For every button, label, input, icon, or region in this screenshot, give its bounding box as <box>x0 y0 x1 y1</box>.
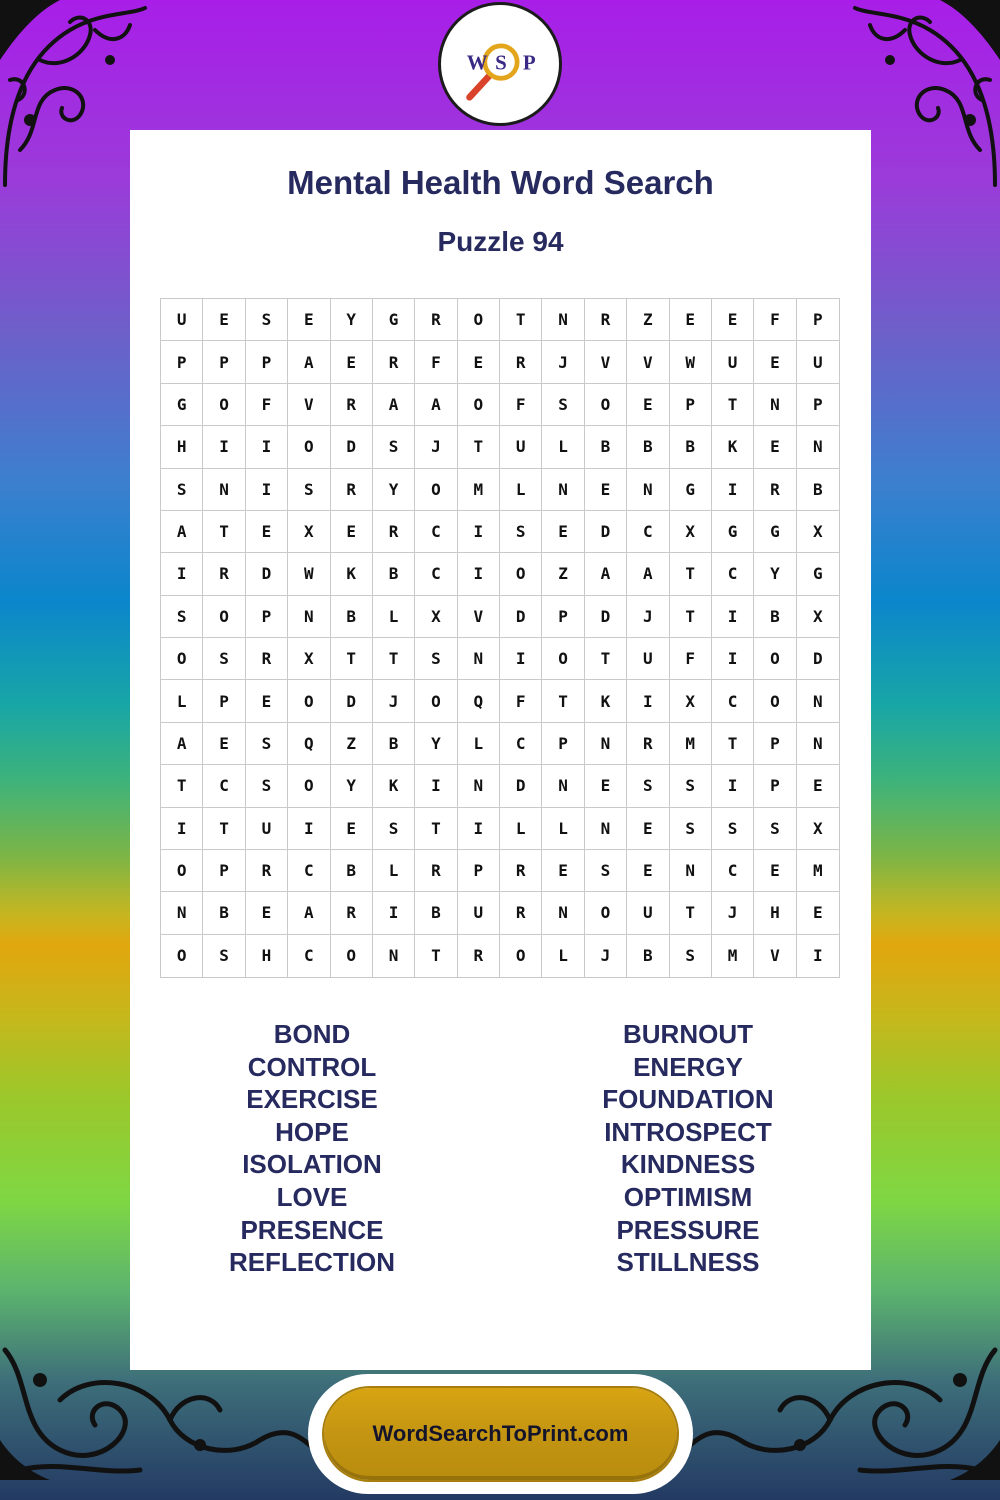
grid-cell[interactable]: B <box>415 892 457 934</box>
grid-cell[interactable]: R <box>458 935 500 977</box>
grid-cell[interactable]: P <box>797 299 839 341</box>
grid-cell[interactable]: E <box>246 511 288 553</box>
grid-cell[interactable]: T <box>415 935 457 977</box>
grid-cell[interactable]: C <box>203 765 245 807</box>
grid-cell[interactable]: V <box>627 341 669 383</box>
grid-cell[interactable]: P <box>246 596 288 638</box>
grid-cell[interactable]: P <box>754 723 796 765</box>
grid-cell[interactable]: K <box>712 426 754 468</box>
grid-cell[interactable]: I <box>712 638 754 680</box>
grid-cell[interactable]: S <box>627 765 669 807</box>
grid-cell[interactable]: W <box>670 341 712 383</box>
grid-cell[interactable]: C <box>627 511 669 553</box>
grid-cell[interactable]: I <box>373 892 415 934</box>
word-list-item: PRESSURE <box>616 1214 760 1245</box>
grid-cell[interactable]: J <box>627 596 669 638</box>
grid-cell[interactable]: F <box>500 384 542 426</box>
grid-cell[interactable]: V <box>288 384 330 426</box>
grid-cell[interactable]: X <box>288 638 330 680</box>
grid-cell[interactable]: G <box>161 384 203 426</box>
grid-cell[interactable]: N <box>288 596 330 638</box>
grid-cell[interactable]: N <box>203 469 245 511</box>
grid-cell[interactable]: N <box>542 765 584 807</box>
grid-cell[interactable]: U <box>458 892 500 934</box>
grid-cell[interactable]: T <box>415 808 457 850</box>
grid-cell[interactable]: X <box>797 511 839 553</box>
word-list-right <box>538 1018 838 1279</box>
grid-cell[interactable]: E <box>627 808 669 850</box>
grid-cell[interactable]: P <box>797 384 839 426</box>
grid-cell[interactable]: F <box>415 341 457 383</box>
grid-cell[interactable]: N <box>458 765 500 807</box>
grid-cell[interactable]: P <box>542 596 584 638</box>
grid-cell[interactable]: L <box>373 850 415 892</box>
grid-cell[interactable]: X <box>797 596 839 638</box>
grid-cell[interactable]: C <box>288 935 330 977</box>
grid-cell[interactable]: E <box>627 384 669 426</box>
grid-cell[interactable]: D <box>331 426 373 468</box>
grid-cell[interactable]: L <box>542 935 584 977</box>
grid-cell[interactable]: C <box>712 680 754 722</box>
grid-cell[interactable]: H <box>246 935 288 977</box>
puzzle-number: Puzzle 94 <box>437 226 564 257</box>
grid-cell[interactable]: I <box>458 553 500 595</box>
grid-cell[interactable]: I <box>288 808 330 850</box>
grid-cell[interactable]: E <box>331 808 373 850</box>
grid-cell[interactable]: D <box>500 765 542 807</box>
grid-cell[interactable]: D <box>585 596 627 638</box>
word-list-left <box>162 1018 462 1279</box>
word-list-item: REFLECTION <box>228 1247 396 1278</box>
grid-cell[interactable]: D <box>585 511 627 553</box>
grid-cell[interactable]: Y <box>754 553 796 595</box>
grid-cell[interactable]: A <box>373 384 415 426</box>
grid-cell[interactable]: I <box>246 469 288 511</box>
grid-cell[interactable]: U <box>246 808 288 850</box>
grid-cell[interactable]: M <box>712 935 754 977</box>
grid-cell[interactable]: U <box>627 892 669 934</box>
grid-cell[interactable]: A <box>161 723 203 765</box>
grid-cell[interactable]: E <box>712 299 754 341</box>
grid-cell[interactable]: T <box>670 892 712 934</box>
grid-cell[interactable]: A <box>585 553 627 595</box>
grid-cell[interactable]: N <box>670 850 712 892</box>
grid-cell[interactable]: L <box>161 680 203 722</box>
grid-cell[interactable]: X <box>288 511 330 553</box>
grid-cell[interactable]: N <box>542 469 584 511</box>
grid-cell[interactable]: Y <box>331 765 373 807</box>
puzzle-sheet <box>130 130 871 1370</box>
logo-letter-w: W <box>466 50 488 75</box>
grid-cell[interactable]: O <box>542 638 584 680</box>
grid-cell[interactable]: R <box>246 638 288 680</box>
grid-cell[interactable]: U <box>627 638 669 680</box>
grid-cell[interactable]: A <box>288 892 330 934</box>
grid-cell[interactable]: N <box>585 723 627 765</box>
grid-cell[interactable]: T <box>670 553 712 595</box>
grid-cell[interactable]: M <box>670 723 712 765</box>
grid-cell[interactable]: S <box>670 808 712 850</box>
grid-cell[interactable]: O <box>458 299 500 341</box>
grid-cell[interactable]: L <box>500 808 542 850</box>
grid-cell[interactable]: F <box>670 638 712 680</box>
grid-cell[interactable]: C <box>712 850 754 892</box>
grid-cell[interactable]: S <box>246 723 288 765</box>
grid-cell[interactable]: B <box>797 469 839 511</box>
grid-cell[interactable]: O <box>161 850 203 892</box>
grid-cell[interactable]: T <box>712 384 754 426</box>
word-list-item: INTROSPECT <box>604 1116 772 1147</box>
grid-cell[interactable]: I <box>203 426 245 468</box>
grid-cell[interactable]: N <box>627 469 669 511</box>
grid-cell[interactable]: E <box>585 469 627 511</box>
grid-cell[interactable]: H <box>161 426 203 468</box>
grid-cell[interactable]: Z <box>331 723 373 765</box>
grid-cell[interactable]: J <box>585 935 627 977</box>
grid-cell[interactable]: G <box>670 469 712 511</box>
corner-flourish-top-left <box>0 0 150 190</box>
grid-cell[interactable]: T <box>203 511 245 553</box>
grid-cell[interactable]: E <box>246 892 288 934</box>
grid-cell[interactable]: R <box>500 892 542 934</box>
grid-cell[interactable]: C <box>415 511 457 553</box>
grid-cell[interactable]: Z <box>627 299 669 341</box>
grid-cell[interactable]: K <box>331 553 373 595</box>
grid-cell[interactable]: N <box>161 892 203 934</box>
grid-cell[interactable]: E <box>670 299 712 341</box>
grid-cell[interactable]: B <box>331 850 373 892</box>
word-list-item: EXERCISE <box>246 1084 378 1115</box>
grid-cell[interactable]: B <box>373 553 415 595</box>
grid-cell[interactable]: M <box>458 469 500 511</box>
grid-cell[interactable]: I <box>161 808 203 850</box>
grid-cell[interactable]: E <box>542 511 584 553</box>
grid-cell[interactable]: D <box>797 638 839 680</box>
grid-cell[interactable]: S <box>415 638 457 680</box>
grid-cell[interactable]: C <box>288 850 330 892</box>
word-list-item: PRESENCE <box>240 1214 384 1245</box>
grid-cell[interactable]: S <box>288 469 330 511</box>
grid-cell[interactable]: I <box>712 765 754 807</box>
grid-cell[interactable]: I <box>161 553 203 595</box>
grid-cell[interactable]: E <box>754 850 796 892</box>
grid-cell[interactable]: X <box>797 808 839 850</box>
grid-cell[interactable]: T <box>203 808 245 850</box>
grid-cell[interactable]: I <box>458 808 500 850</box>
grid-cell[interactable]: I <box>458 511 500 553</box>
word-list-item: BOND <box>273 1019 351 1049</box>
grid-cell[interactable]: S <box>161 469 203 511</box>
word-list-item: HOPE <box>275 1116 349 1147</box>
grid-cell[interactable]: R <box>203 553 245 595</box>
grid-cell[interactable]: B <box>373 723 415 765</box>
grid-cell[interactable]: I <box>500 638 542 680</box>
word-list-item: LOVE <box>276 1181 348 1212</box>
grid-cell[interactable]: R <box>415 850 457 892</box>
grid-cell[interactable]: R <box>500 850 542 892</box>
grid-cell[interactable]: V <box>754 935 796 977</box>
word-list-item: CONTROL <box>247 1051 377 1082</box>
grid-cell[interactable]: J <box>415 426 457 468</box>
grid-cell[interactable]: E <box>203 299 245 341</box>
grid-cell[interactable]: B <box>585 426 627 468</box>
grid-cell[interactable]: N <box>542 299 584 341</box>
grid-cell[interactable]: E <box>288 299 330 341</box>
grid-cell[interactable]: O <box>500 553 542 595</box>
grid-cell[interactable]: E <box>585 765 627 807</box>
grid-cell[interactable]: S <box>585 850 627 892</box>
grid-cell[interactable]: Q <box>288 723 330 765</box>
grid-cell[interactable]: R <box>331 384 373 426</box>
grid-cell[interactable]: R <box>754 469 796 511</box>
grid-cell[interactable]: P <box>458 850 500 892</box>
grid-cell[interactable]: R <box>246 850 288 892</box>
grid-cell[interactable]: B <box>331 596 373 638</box>
grid-cell[interactable]: E <box>542 850 584 892</box>
grid-cell[interactable]: I <box>712 596 754 638</box>
word-list-item: KINDNESS <box>620 1149 756 1180</box>
grid-cell[interactable]: C <box>712 553 754 595</box>
grid-cell[interactable]: E <box>203 723 245 765</box>
footer-badge <box>308 1374 693 1494</box>
grid-cell[interactable]: Q <box>458 680 500 722</box>
grid-cell[interactable]: O <box>754 680 796 722</box>
grid-cell[interactable]: O <box>500 935 542 977</box>
grid-cell[interactable]: N <box>458 638 500 680</box>
grid-cell[interactable]: T <box>373 638 415 680</box>
grid-cell[interactable]: U <box>500 426 542 468</box>
grid-cell[interactable]: E <box>797 765 839 807</box>
grid-cell[interactable]: J <box>542 341 584 383</box>
grid-cell[interactable]: P <box>203 680 245 722</box>
grid-cell[interactable]: B <box>203 892 245 934</box>
grid-cell[interactable]: P <box>670 384 712 426</box>
logo-letter-s: S <box>495 50 507 75</box>
grid-cell[interactable]: C <box>500 723 542 765</box>
site-link-button[interactable]: WordSearchToPrint.com <box>324 1388 677 1480</box>
grid-cell[interactable]: S <box>670 935 712 977</box>
grid-cell[interactable]: O <box>161 935 203 977</box>
word-list-item: ENERGY <box>633 1051 743 1082</box>
grid-cell[interactable]: I <box>712 469 754 511</box>
grid-cell[interactable]: A <box>415 384 457 426</box>
grid-cell[interactable]: V <box>458 596 500 638</box>
grid-cell[interactable]: G <box>712 511 754 553</box>
grid-cell[interactable]: N <box>373 935 415 977</box>
grid-cell[interactable]: T <box>500 299 542 341</box>
grid-cell[interactable]: O <box>331 935 373 977</box>
grid-cell[interactable]: X <box>670 680 712 722</box>
page-title: Mental Health Word Search <box>287 164 714 201</box>
grid-cell[interactable]: A <box>161 511 203 553</box>
grid-cell[interactable]: O <box>585 384 627 426</box>
word-list-item: STILLNESS <box>616 1247 760 1278</box>
grid-cell[interactable]: U <box>161 299 203 341</box>
grid-cell[interactable]: F <box>754 299 796 341</box>
grid-cell[interactable]: I <box>246 426 288 468</box>
word-list-item: ISOLATION <box>242 1149 382 1180</box>
grid-cell[interactable]: P <box>203 850 245 892</box>
grid-cell[interactable]: N <box>797 680 839 722</box>
grid-cell[interactable]: T <box>458 426 500 468</box>
grid-cell[interactable]: Y <box>415 723 457 765</box>
grid-cell[interactable]: C <box>415 553 457 595</box>
grid-cell[interactable]: S <box>500 511 542 553</box>
grid-cell[interactable]: O <box>754 638 796 680</box>
grid-cell[interactable]: N <box>585 808 627 850</box>
grid-cell[interactable]: H <box>754 892 796 934</box>
grid-cell[interactable]: S <box>246 299 288 341</box>
grid-cell[interactable]: D <box>500 596 542 638</box>
grid-cell[interactable]: G <box>754 511 796 553</box>
grid-cell[interactable]: I <box>415 765 457 807</box>
grid-cell[interactable]: O <box>415 680 457 722</box>
grid-cell[interactable]: T <box>712 723 754 765</box>
corner-flourish-top-right <box>850 0 1000 190</box>
word-list-item: BURNOUT <box>623 1019 753 1049</box>
grid-cell[interactable]: F <box>500 680 542 722</box>
grid-cell[interactable]: S <box>670 765 712 807</box>
grid-cell[interactable]: I <box>627 680 669 722</box>
grid-cell[interactable]: R <box>373 511 415 553</box>
grid-cell[interactable]: E <box>797 892 839 934</box>
grid-cell[interactable]: U <box>712 341 754 383</box>
grid-cell[interactable]: T <box>542 680 584 722</box>
grid-cell[interactable]: L <box>458 723 500 765</box>
grid-cell[interactable]: M <box>797 850 839 892</box>
grid-cell[interactable]: O <box>203 384 245 426</box>
grid-cell[interactable]: P <box>542 723 584 765</box>
letter-grid <box>160 298 840 978</box>
grid-cell[interactable]: O <box>288 765 330 807</box>
grid-cell[interactable]: D <box>246 553 288 595</box>
grid-cell[interactable]: S <box>203 935 245 977</box>
grid-cell[interactable]: S <box>373 808 415 850</box>
grid-cell[interactable]: X <box>415 596 457 638</box>
grid-cell[interactable]: P <box>246 341 288 383</box>
grid-cell[interactable]: R <box>415 299 457 341</box>
grid-cell[interactable]: B <box>627 935 669 977</box>
grid-cell[interactable]: L <box>373 596 415 638</box>
grid-cell[interactable]: K <box>585 680 627 722</box>
grid-cell[interactable]: J <box>712 892 754 934</box>
grid-cell[interactable]: W <box>288 553 330 595</box>
grid-cell[interactable]: E <box>246 680 288 722</box>
grid-cell[interactable]: E <box>331 511 373 553</box>
grid-cell[interactable]: G <box>373 299 415 341</box>
grid-cell[interactable]: E <box>627 850 669 892</box>
grid-cell[interactable]: O <box>203 596 245 638</box>
grid-cell[interactable]: N <box>797 723 839 765</box>
grid-cell[interactable]: A <box>288 341 330 383</box>
grid-cell[interactable]: P <box>754 765 796 807</box>
grid-cell[interactable]: L <box>542 426 584 468</box>
grid-cell[interactable]: N <box>754 384 796 426</box>
grid-cell[interactable]: E <box>458 341 500 383</box>
grid-cell[interactable]: S <box>246 765 288 807</box>
grid-cell[interactable]: O <box>458 384 500 426</box>
grid-cell[interactable]: V <box>585 341 627 383</box>
grid-cell[interactable]: E <box>754 341 796 383</box>
grid-cell[interactable]: B <box>627 426 669 468</box>
grid-cell[interactable]: P <box>161 341 203 383</box>
grid-cell[interactable]: A <box>627 553 669 595</box>
grid-cell[interactable]: S <box>754 808 796 850</box>
grid-cell[interactable]: R <box>373 341 415 383</box>
grid-cell[interactable]: I <box>812 946 823 966</box>
grid-cell[interactable]: L <box>500 469 542 511</box>
magnifier-logo-icon <box>441 5 559 123</box>
grid-cell[interactable]: T <box>331 638 373 680</box>
grid-cell[interactable]: K <box>373 765 415 807</box>
grid-cell[interactable]: R <box>331 892 373 934</box>
grid-cell[interactable]: B <box>754 596 796 638</box>
grid-cell[interactable]: S <box>542 384 584 426</box>
logo-letter-p: P <box>522 50 536 75</box>
grid-cell[interactable]: R <box>331 469 373 511</box>
grid-cell[interactable]: P <box>203 341 245 383</box>
site-logo[interactable] <box>438 2 562 126</box>
grid-cell[interactable]: T <box>585 638 627 680</box>
grid-cell[interactable]: O <box>288 680 330 722</box>
grid-cell[interactable]: O <box>288 426 330 468</box>
grid-cell[interactable]: J <box>373 680 415 722</box>
grid-cell[interactable]: R <box>585 299 627 341</box>
grid-cell[interactable]: Z <box>542 553 584 595</box>
grid-cell[interactable]: E <box>331 341 373 383</box>
grid-cell[interactable]: T <box>161 765 203 807</box>
grid-cell[interactable]: D <box>331 680 373 722</box>
grid-cell[interactable]: E <box>754 426 796 468</box>
grid-cell[interactable]: Y <box>373 469 415 511</box>
grid-cell[interactable]: B <box>670 426 712 468</box>
grid-cell[interactable]: S <box>712 808 754 850</box>
word-list-item: OPTIMISM <box>623 1181 753 1212</box>
grid-cell[interactable]: S <box>203 638 245 680</box>
grid-cell[interactable]: R <box>500 341 542 383</box>
grid-cell[interactable]: Y <box>331 299 373 341</box>
grid-cell[interactable]: G <box>797 553 839 595</box>
grid-cell[interactable]: U <box>797 341 839 383</box>
grid-cell[interactable]: X <box>670 511 712 553</box>
grid-cell[interactable]: N <box>797 426 839 468</box>
grid-cell[interactable]: N <box>542 892 584 934</box>
grid-cell[interactable]: R <box>627 723 669 765</box>
grid-cell[interactable]: O <box>585 892 627 934</box>
grid-cell[interactable]: S <box>161 596 203 638</box>
grid-cell[interactable]: F <box>246 384 288 426</box>
grid-cell[interactable]: T <box>670 596 712 638</box>
grid-cell[interactable]: S <box>373 426 415 468</box>
grid-cell[interactable]: L <box>542 808 584 850</box>
grid-cell[interactable]: O <box>415 469 457 511</box>
grid-cell[interactable]: O <box>161 638 203 680</box>
word-list-item: FOUNDATION <box>602 1084 774 1115</box>
